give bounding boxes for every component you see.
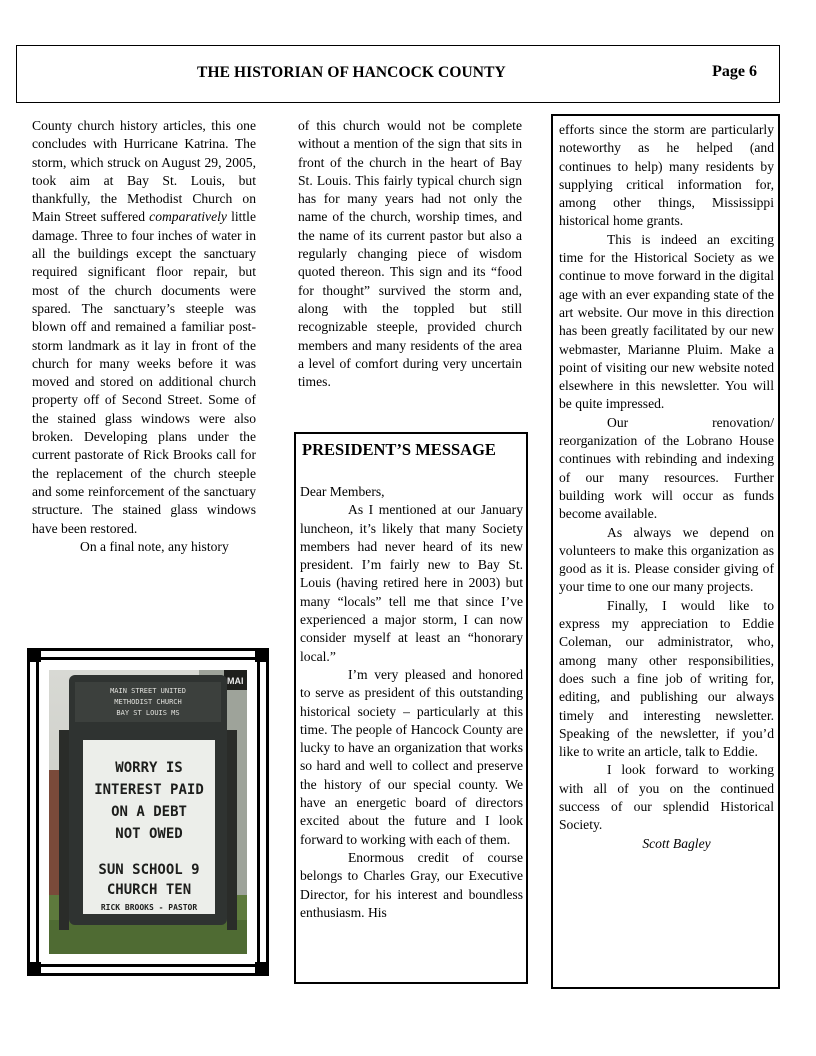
message-paragraph: efforts since the storm are particularly noteworthy as he helped (and continues to help) many residents by supplying critical information for, among other things, Mississippi historical home grants. [559, 122, 774, 229]
message-paragraph: I’m very pleased and honored to serve as president of this outstanding historical society – particularly at this time. The people of Hancock County are lucky to have an organization that works so hard and well to collect and preserve the history of our special county. We have an energetic board of directors excited about the future and I look forward to working with each of them. [300, 666, 523, 847]
presidents-message-continued-box [551, 114, 780, 989]
presidents-message-box [294, 432, 528, 984]
article-column-2 [298, 117, 522, 391]
page-header [16, 45, 780, 103]
church-sign-photo-frame [27, 648, 269, 976]
message-paragraph: I look forward to working with all of you on the continued success of our splendid Historical Society. [559, 762, 774, 833]
page-number: Page 6 [712, 63, 757, 80]
building-sign-text: MAI [227, 676, 244, 686]
message-paragraph: This is indeed an exciting time for the Historical Society as we continue to move forward in the digital age with an ever expanding state of the art website. Our move in this direction has been greatly facilitated by our new webmaster, Marianne Pluim. Make a point of visiting our new website noted elsewhere in this newsletter. You will be quite impressed. [559, 231, 774, 412]
church-sign-photo [49, 670, 247, 954]
presidents-message-body [300, 483, 523, 922]
message-paragraph: Enormous credit of course belongs to Charles Gray, our Executive Director, for his interest and boundless enthusiasm. His [300, 849, 523, 920]
emphasis-text: comparatively [149, 209, 227, 225]
sign-header-line: BAY ST LOUIS MS [116, 709, 180, 717]
sign-message-line: SUN SCHOOL 9 [98, 862, 200, 878]
presidents-message-continued-body [559, 121, 774, 853]
sign-message-line: INTEREST PAID [94, 782, 204, 798]
signature: Scott Bagley [642, 835, 711, 851]
article-column-1 [32, 117, 256, 556]
sign-message-line: RICK BROOKS - PASTOR [100, 903, 198, 912]
sign-header-line: MAIN STREET UNITED [110, 687, 186, 695]
message-paragraph: Our renovation/ reorganization of the Lobrano House continues with rebinding and indexing of our many resources. Further building work will occur as funds become available. [559, 414, 774, 522]
greeting: Dear Members, [300, 484, 385, 499]
presidents-message-title: PRESIDENT’S MESSAGE [302, 440, 496, 459]
sign-message-line: CHURCH TEN [106, 882, 192, 898]
message-paragraph: As I mentioned at our January luncheon, it’s likely that many Society members had never heard of its new president. I’m fairly new to Bay St. Louis (having retired here in 2003) but many “locals” tell me that since I’ve experienced a major storm, I can now consider myself at least an “honorary local.” [300, 502, 523, 664]
article-paragraph: On a final note, any history [80, 538, 229, 554]
sign-message-line: WORRY IS [115, 760, 183, 776]
message-paragraph: Finally, I would like to express my appreciation to Eddie Coleman, our administrator, who, among many other responsibilities, does such a fine job of writing for, editing, and publishing our always timely and interesting newsletter. Speaking of the newsletter, if you’d like to write an article, talk to Eddie. [559, 597, 774, 760]
message-paragraph: As always we depend on volunteers to make this organization as good as it is. Please consider giving of your time to one our many projects. [559, 524, 774, 595]
article-paragraph: of this church would not be complete without a mention of the sign that sits in front of the church in the heart of Bay St. Louis. This fairly typical church sign has for many years had not only the name of the church, worship times, and the name of its current pastor but also a regularly changing piece of wisdom quoted thereon. This sign and its “food for thought” survived the storm and, along with the toppled but still recognizable steeple, provided church members and many residents of the area a level of comfort during very uncertain times. [298, 118, 522, 390]
sign-header-line: METHODIST CHURCH [114, 698, 182, 706]
sign-message-line: ON A DEBT [111, 804, 187, 820]
article-paragraph: County church history articles, this one concludes with Hurricane Katrina. The storm, which struck on August 29, 2005, took aim at Bay St. Louis, but thankfully, the Methodist Church on Main Street suffered comparatively little damage. Three to four inches of water in all the buildings except the sanctuary required significant floor repair, but most of the church documents were spared. The sanctuary’s steeple was blown off and remained a familiar post-storm landmark as it lay in front of the church for many weeks before it was moved and stored on additional church property off of Second Street. Some of the stained glass windows were also broken. Developing plans under the current pastorate of Rick Brooks call for the replacement of the church steeple and some reinforcement of the sanctuary structure. The stained glass windows have been restored. [32, 118, 256, 536]
sign-message-line: NOT OWED [115, 826, 183, 842]
newsletter-title: THE HISTORIAN OF HANCOCK COUNTY [197, 64, 506, 81]
